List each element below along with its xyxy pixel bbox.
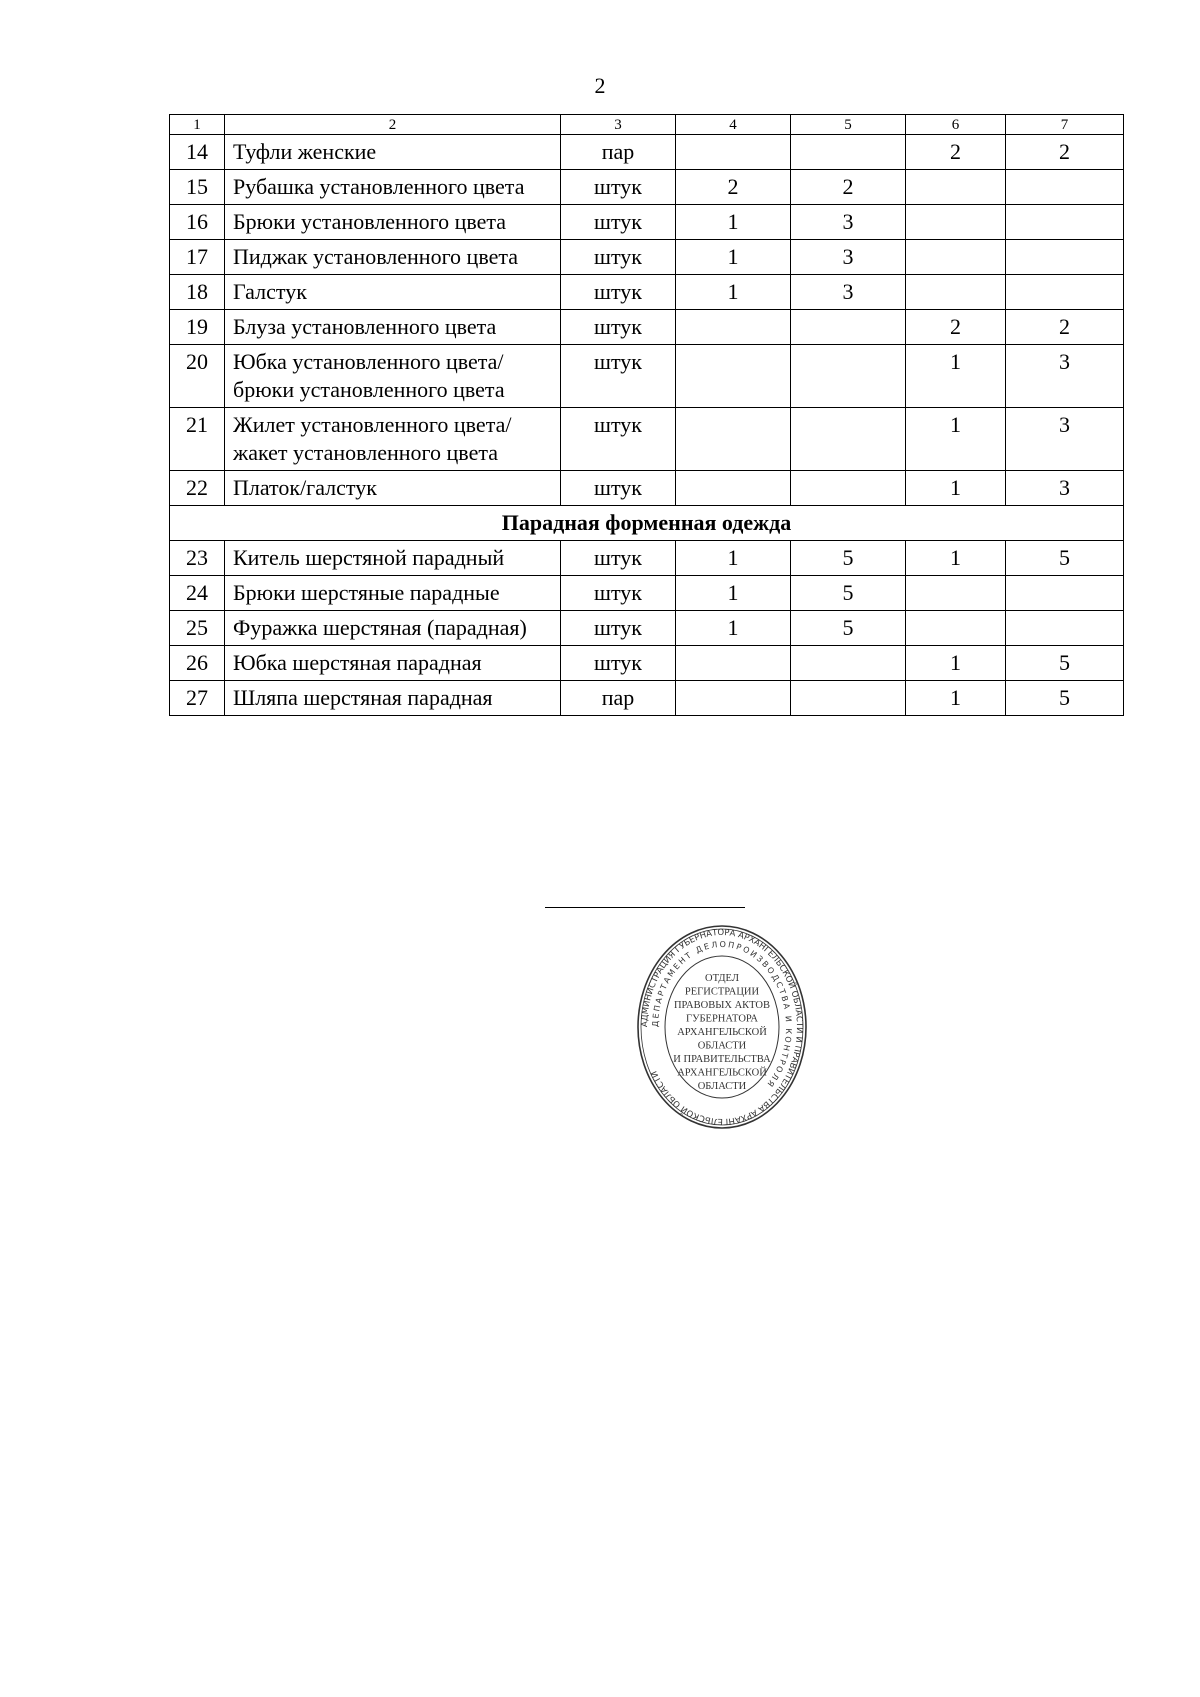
table-row	[170, 205, 1124, 240]
term-col5: 3	[791, 205, 906, 240]
unit-of-measure: пар	[561, 135, 676, 170]
seal-center-line: АРХАНГЕЛЬСКОЙ	[677, 1067, 767, 1079]
seal-ring-text: ДЕПАРТАМЕНТ ДЕЛОПРОИЗВОДСТВА И КОНТРОЛЯ	[650, 939, 794, 1090]
quantity-col4: 1	[676, 240, 791, 275]
column-number: 4	[676, 115, 791, 135]
item-name: Галстук	[225, 275, 561, 310]
column-number: 1	[170, 115, 225, 135]
term-col7	[1006, 275, 1124, 310]
term-col5	[791, 646, 906, 681]
term-col7: 3	[1006, 471, 1124, 506]
unit-of-measure: пар	[561, 681, 676, 716]
official-seal-graphic	[636, 925, 808, 1129]
table-row	[170, 408, 1124, 471]
term-col7: 5	[1006, 541, 1124, 576]
quantity-col6	[906, 611, 1006, 646]
quantity-col6	[906, 240, 1006, 275]
seal-center-line: ОБЛАСТИ	[697, 1081, 747, 1092]
term-col7: 2	[1006, 135, 1124, 170]
section-header-row	[170, 506, 1124, 541]
table-row	[170, 576, 1124, 611]
item-name: Рубашка установленного цвета	[225, 170, 561, 205]
unit-of-measure: штук	[561, 170, 676, 205]
seal-center-line: ОТДЕЛ	[705, 973, 739, 984]
row-number: 25	[170, 611, 225, 646]
item-name: Брюки установленного цвета	[225, 205, 561, 240]
column-number: 5	[791, 115, 906, 135]
unit-of-measure: штук	[561, 611, 676, 646]
table-row	[170, 541, 1124, 576]
item-name: Фуражка шерстяная (парадная)	[225, 611, 561, 646]
unit-of-measure: штук	[561, 541, 676, 576]
quantity-col4	[676, 310, 791, 345]
term-col7	[1006, 170, 1124, 205]
quantity-col6	[906, 275, 1006, 310]
quantity-col6: 1	[906, 681, 1006, 716]
unit-of-measure: штук	[561, 240, 676, 275]
quantity-col4	[676, 408, 791, 471]
quantity-col6: 1	[906, 646, 1006, 681]
quantity-col6	[906, 205, 1006, 240]
item-name: Платок/галстук	[225, 471, 561, 506]
row-number: 26	[170, 646, 225, 681]
quantity-col4: 2	[676, 170, 791, 205]
term-col7	[1006, 240, 1124, 275]
unit-of-measure: штук	[561, 646, 676, 681]
column-number-row	[170, 115, 1124, 135]
term-col7	[1006, 611, 1124, 646]
term-col7: 2	[1006, 310, 1124, 345]
table-row	[170, 240, 1124, 275]
quantity-col6: 1	[906, 408, 1006, 471]
quantity-col4: 1	[676, 205, 791, 240]
unit-of-measure: штук	[561, 576, 676, 611]
quantity-col6	[906, 576, 1006, 611]
unit-of-measure: штук	[561, 471, 676, 506]
term-col5	[791, 408, 906, 471]
row-number: 17	[170, 240, 225, 275]
page-number: 2	[594, 73, 606, 98]
item-name: Китель шерстяной парадный	[225, 541, 561, 576]
unit-of-measure: штук	[561, 310, 676, 345]
quantity-col4	[676, 646, 791, 681]
term-col5	[791, 471, 906, 506]
row-number: 27	[170, 681, 225, 716]
quantity-col6: 1	[906, 345, 1006, 408]
quantity-col4: 1	[676, 541, 791, 576]
item-name: Пиджак установленного цвета	[225, 240, 561, 275]
table-row	[170, 275, 1124, 310]
row-number: 21	[170, 408, 225, 471]
quantity-col6: 1	[906, 541, 1006, 576]
clothing-norms-table	[169, 114, 1124, 716]
seal-center-line: ОБЛАСТИ	[697, 1040, 747, 1052]
term-col7	[1006, 205, 1124, 240]
term-col7	[1006, 576, 1124, 611]
signature-line	[545, 907, 745, 908]
term-col5: 3	[791, 240, 906, 275]
row-number: 16	[170, 205, 225, 240]
row-number: 24	[170, 576, 225, 611]
unit-of-measure: штук	[561, 408, 676, 471]
term-col5: 2	[791, 170, 906, 205]
quantity-col4: 1	[676, 611, 791, 646]
table-row	[170, 646, 1124, 681]
term-col5	[791, 135, 906, 170]
row-number: 14	[170, 135, 225, 170]
item-name: Туфли женские	[225, 135, 561, 170]
term-col7: 3	[1006, 345, 1124, 408]
table-row	[170, 170, 1124, 205]
section-title: Парадная форменная одежда	[170, 506, 1124, 541]
column-number: 3	[561, 115, 676, 135]
table-row	[170, 681, 1124, 716]
seal-center-text	[673, 973, 771, 1092]
term-col5	[791, 345, 906, 408]
quantity-col4	[676, 135, 791, 170]
row-number: 23	[170, 541, 225, 576]
row-number: 18	[170, 275, 225, 310]
table-row	[170, 310, 1124, 345]
column-number: 7	[1006, 115, 1124, 135]
term-col5	[791, 681, 906, 716]
quantity-col4	[676, 345, 791, 408]
official-seal	[636, 925, 808, 1129]
term-col7: 5	[1006, 681, 1124, 716]
row-number: 22	[170, 471, 225, 506]
term-col7: 3	[1006, 408, 1124, 471]
table-row	[170, 135, 1124, 170]
seal-center-line: ПРАВОВЫХ АКТОВ	[673, 1000, 771, 1011]
seal-center-line: АРХАНГЕЛЬСКОЙ	[677, 1027, 767, 1038]
item-name: Блуза установленного цвета	[225, 310, 561, 345]
column-number: 6	[906, 115, 1006, 135]
item-name: Брюки шерстяные парадные	[225, 576, 561, 611]
term-col5	[791, 310, 906, 345]
quantity-col6	[906, 170, 1006, 205]
row-number: 20	[170, 345, 225, 408]
unit-of-measure: штук	[561, 205, 676, 240]
item-name: Жилет установленного цвета/жакет установленного цвета	[225, 408, 561, 471]
item-name: Шляпа шерстяная парадная	[225, 681, 561, 716]
table-row	[170, 611, 1124, 646]
row-number: 19	[170, 310, 225, 345]
seal-center-line: ГУБЕРНАТОРА	[686, 1013, 758, 1025]
seal-center-line: И ПРАВИТЕЛЬСТВА	[673, 1054, 771, 1065]
quantity-col6: 2	[906, 310, 1006, 345]
unit-of-measure: штук	[561, 275, 676, 310]
item-name: Юбка шерстяная парадная	[225, 646, 561, 681]
term-col5: 5	[791, 541, 906, 576]
table-row	[170, 471, 1124, 506]
term-col5: 3	[791, 275, 906, 310]
seal-center-line: РЕГИСТРАЦИИ	[684, 986, 760, 998]
column-number: 2	[225, 115, 561, 135]
seal-outer-text: АДМИНИСТРАЦИЯ ГУБЕРНАТОРА АРХАНГЕЛЬСКОЙ ОБЛАСТИ И ПРАВИТЕЛЬСТВА АРХАНГЕЛЬСКОЙ ОБЛАСТИ	[639, 927, 805, 1127]
row-number: 15	[170, 170, 225, 205]
unit-of-measure: штук	[561, 345, 676, 408]
quantity-col6: 1	[906, 471, 1006, 506]
quantity-col4: 1	[676, 576, 791, 611]
term-col5: 5	[791, 576, 906, 611]
quantity-col6: 2	[906, 135, 1006, 170]
quantity-col4	[676, 681, 791, 716]
table-row	[170, 345, 1124, 408]
quantity-col4: 1	[676, 275, 791, 310]
item-name: Юбка установленного цвета/брюки установленного цвета	[225, 345, 561, 408]
term-col5: 5	[791, 611, 906, 646]
term-col7: 5	[1006, 646, 1124, 681]
quantity-col4	[676, 471, 791, 506]
